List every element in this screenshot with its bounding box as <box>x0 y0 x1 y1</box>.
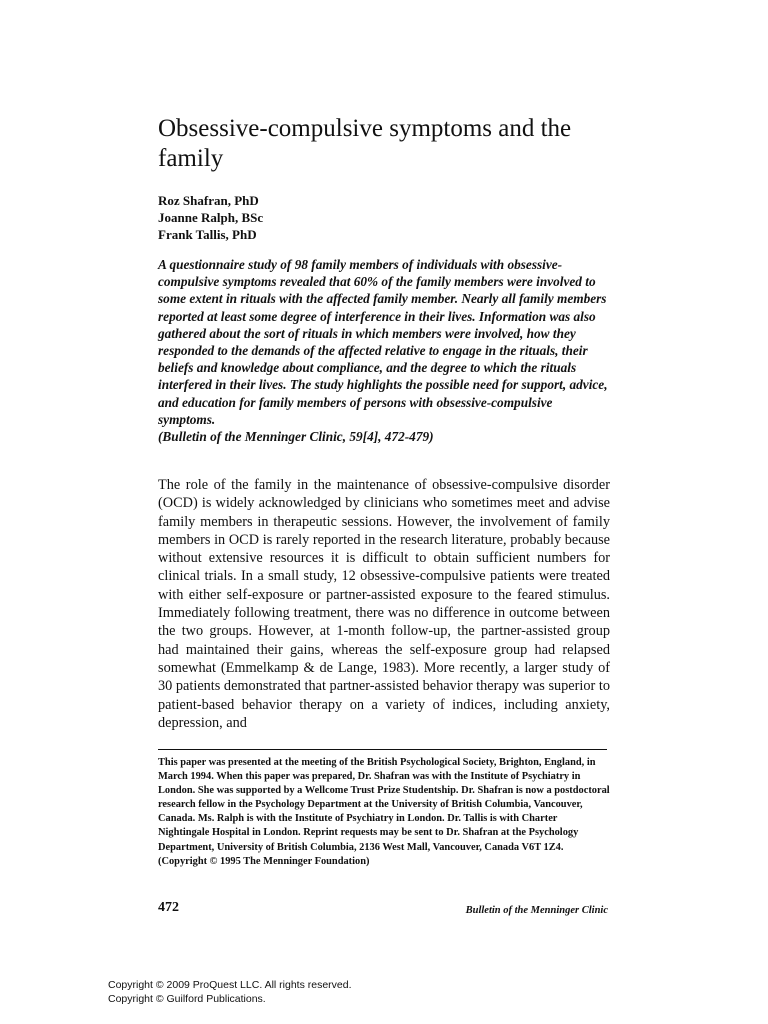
copyright-notice: Copyright © 2009 ProQuest LLC. All rights reserved. <box>108 979 352 991</box>
author-list <box>158 192 458 243</box>
running-head: Bulletin of the Menninger Clinic <box>465 905 608 916</box>
citation: (Bulletin of the Menninger Clinic, 59[4], 472-479) <box>158 429 434 445</box>
author-name: Joanne Ralph, BSc <box>158 210 264 225</box>
body-paragraph: The role of the family in the maintenance of obsessive-compulsive disorder (OCD) is widely acknowledged by clinicians who sometimes meet and advise family members in therapeutic sessions. However, the involvement of family members in OCD is rarely reported in the research literature, probably because without extensive resources it is difficult to obtain sufficient numbers for clinical trials. In a small study, 12 obsessive-compulsive patients were treated with either self-exposure or partner-assisted exposure to the feared stimulus. Immediately following treatment, there was no difference in outcome between the two groups. However, at 1-month follow-up, the partner-assisted group had maintained their gains, whereas the self-exposure group had relapsed somewhat (Emmelkamp & de Lange, 1983). More recently, a larger study of 30 patients demonstrated that partner-assisted behavior therapy was superior to patient-based behavior therapy on a variety of indices, including anxiety, depression, and <box>158 477 610 731</box>
author-name: Roz Shafran, PhD <box>158 193 259 208</box>
footnote-divider <box>158 749 607 750</box>
author-name: Frank Tallis, PhD <box>158 227 257 242</box>
page-number: 472 <box>158 900 179 915</box>
abstract <box>158 256 610 445</box>
footnote: This paper was presented at the meeting of the British Psychological Society, Brighton, England, in March 1994. When this paper was prepared, Dr. Shafran was with the Institute of Psychiatry in London. She was supported by a Wellcome Trust Prize Studentship. Dr. Shafran is now a postdoctoral research fellow in the Psychology Department at the University of British Columbia, Vancouver, Canada. Ms. Ralph is with the Institute of Psychiatry in London. Dr. Tallis is with Charter Nightingale Hospital in London. Reprint requests may be sent to Dr. Shafran at the Psychology Department, University of British Columbia, 2136 West Mall, Vancouver, Canada V6T 1Z4. (Copyright © 1995 The Menninger Foundation) <box>158 757 610 867</box>
copyright-notice: Copyright © Guilford Publications. <box>108 993 266 1005</box>
article-title: Obsessive-compulsive symptoms and the family <box>158 115 572 172</box>
abstract-text: A questionnaire study of 98 family members of individuals with obsessive-compulsive symptoms revealed that 60% of the family members were involved to some extent in rituals with the affected family member. Nearly all family members reported at least some degree of interference in their lives. Information was also gathered about the sort of rituals in which members were involved, how they responded to the demands of the affected relative to engage in the rituals, their beliefs and knowledge about compliance, and the degree to which the rituals interfered in their lives. The study highlights the possible need for support, advice, and education for family members of persons with obsessive-compulsive symptoms. <box>158 257 608 427</box>
